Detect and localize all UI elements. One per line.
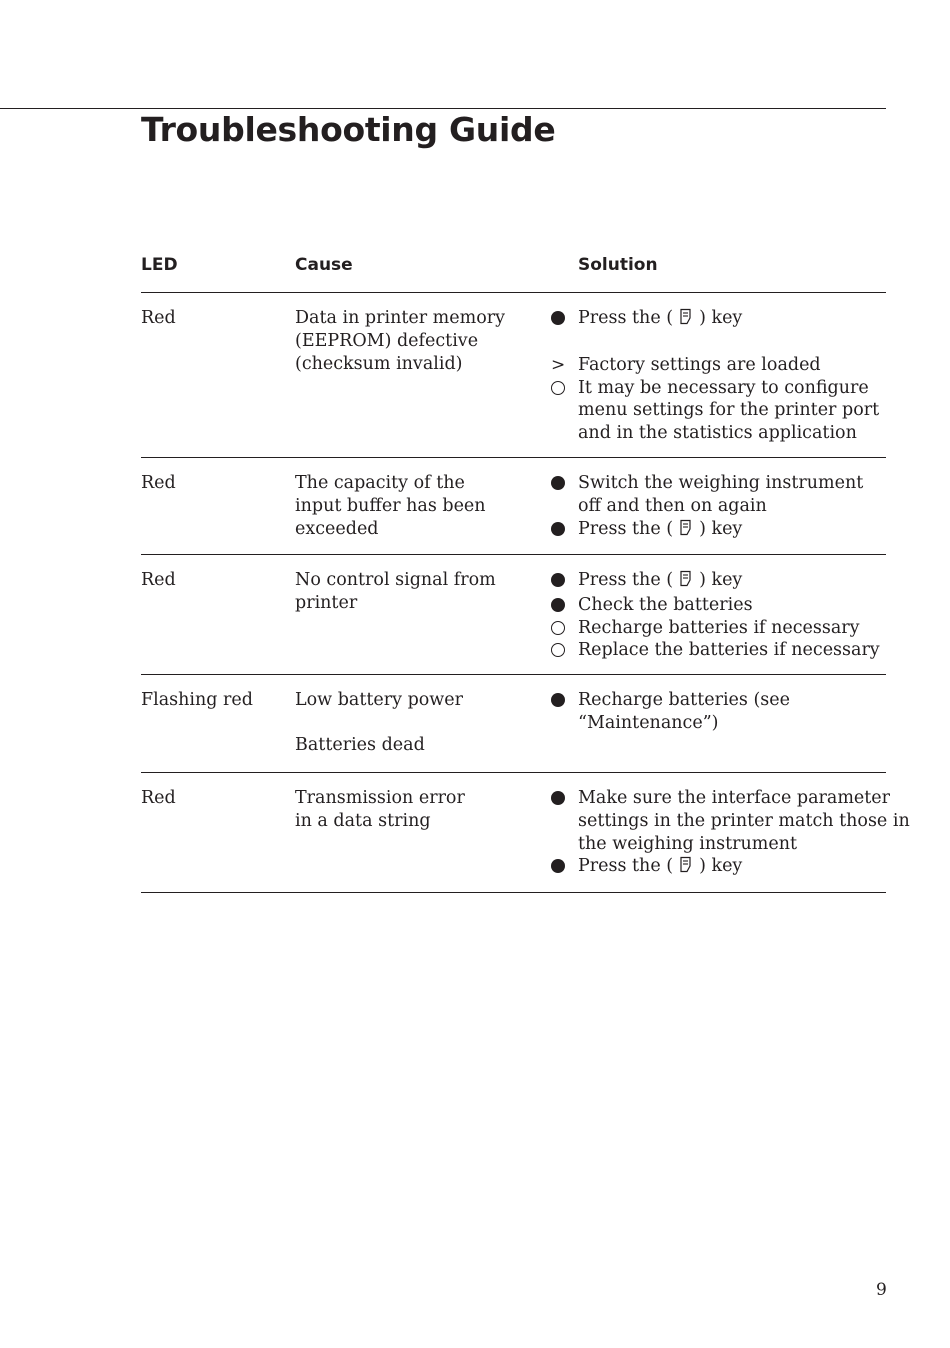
led-cell: Red bbox=[141, 570, 176, 590]
solution-text: the weighing instrument bbox=[578, 833, 798, 854]
solution-cell bbox=[551, 689, 891, 735]
solution-recharge bbox=[551, 617, 891, 640]
filled-circle-icon bbox=[551, 594, 571, 619]
press-key-text: Press the ( ) key bbox=[578, 308, 742, 328]
filled-circle-icon bbox=[551, 689, 571, 714]
header-led: LED bbox=[141, 255, 178, 275]
led-cell: Red bbox=[141, 308, 176, 328]
solution-replace bbox=[551, 639, 891, 662]
print-key-icon bbox=[679, 856, 693, 880]
table-row bbox=[141, 458, 886, 555]
solution-result bbox=[551, 354, 891, 377]
solution-check bbox=[551, 594, 891, 617]
solution-switch bbox=[551, 472, 891, 518]
solution-text: menu settings for the printer port bbox=[578, 400, 880, 421]
solution-note bbox=[551, 377, 891, 445]
open-circle-icon bbox=[551, 617, 571, 642]
solution-press bbox=[551, 307, 891, 332]
header-solution: Solution bbox=[578, 255, 658, 275]
solution-make-sure bbox=[551, 787, 910, 855]
cause-line: input buffer has been bbox=[295, 495, 486, 516]
solution-text: Make sure the interface parameter bbox=[578, 788, 891, 808]
cause-cell bbox=[295, 472, 535, 540]
press-key-text: Press the ( ) key bbox=[578, 519, 742, 539]
filled-circle-icon bbox=[551, 569, 571, 594]
solution-text: It may be necessary to configure bbox=[578, 377, 869, 398]
header-cause: Cause bbox=[295, 255, 353, 275]
cause-line: (checksum invalid) bbox=[295, 353, 463, 374]
solution-cell bbox=[551, 307, 891, 445]
cause-line: (EEPROM) defective bbox=[295, 330, 479, 351]
solution-text: Check the batteries bbox=[578, 594, 753, 615]
result-marker: > bbox=[551, 354, 566, 375]
filled-circle-icon bbox=[551, 307, 571, 332]
print-key-icon bbox=[679, 570, 693, 594]
filled-circle-icon bbox=[551, 472, 571, 497]
cause-line: Batteries dead bbox=[295, 734, 425, 755]
print-key-icon bbox=[679, 519, 693, 543]
table-row bbox=[141, 675, 886, 773]
led-cell: Flashing red bbox=[141, 690, 253, 710]
led-cell: Red bbox=[141, 788, 176, 808]
table-row bbox=[141, 293, 886, 458]
filled-circle-icon bbox=[551, 518, 571, 543]
cause-line: No control signal from bbox=[295, 570, 496, 590]
cause-line: Low battery power bbox=[295, 690, 464, 710]
solution-text: Recharge batteries if necessary bbox=[578, 617, 860, 638]
press-key-text: Press the ( ) key bbox=[578, 570, 742, 590]
cause-cell bbox=[295, 569, 535, 615]
solution-press bbox=[551, 569, 891, 594]
solution-text: off and then on again bbox=[578, 495, 767, 516]
cause-cell bbox=[295, 307, 535, 375]
solution-cell bbox=[551, 569, 891, 662]
solution-text: and in the statistics application bbox=[578, 423, 857, 444]
table-row bbox=[141, 555, 886, 675]
table-row bbox=[141, 773, 910, 893]
page-title: Troubleshooting Guide bbox=[141, 110, 556, 149]
solution-text: Replace the batteries if necessary bbox=[578, 640, 880, 661]
cause-cell bbox=[295, 787, 535, 833]
open-circle-icon bbox=[551, 639, 571, 664]
solution-recharge bbox=[551, 689, 891, 735]
solution-text: Recharge batteries (see bbox=[578, 690, 790, 710]
filled-circle-icon bbox=[551, 787, 571, 812]
cause-cell bbox=[295, 689, 535, 757]
press-key-text: Press the ( ) key bbox=[578, 856, 742, 876]
led-cell: Red bbox=[141, 473, 176, 493]
solution-text: Switch the weighing instrument bbox=[578, 473, 864, 493]
open-circle-icon bbox=[551, 377, 571, 402]
print-key-icon bbox=[679, 308, 693, 332]
table-header bbox=[141, 252, 886, 293]
cause-line: exceeded bbox=[295, 518, 379, 539]
solution-text: settings in the printer match those in bbox=[578, 810, 910, 831]
filled-circle-icon bbox=[551, 855, 571, 880]
top-rule bbox=[0, 108, 886, 109]
page-number: 9 bbox=[876, 1280, 887, 1300]
solution-text: Factory settings are loaded bbox=[578, 354, 821, 375]
solution-text: “Maintenance”) bbox=[578, 712, 719, 733]
cause-line: Data in printer memory bbox=[295, 308, 506, 328]
solution-cell bbox=[551, 787, 910, 880]
solution-press bbox=[551, 518, 891, 543]
troubleshooting-table bbox=[141, 252, 910, 893]
cause-line: in a data string bbox=[295, 810, 431, 831]
cause-line: Transmission error bbox=[295, 788, 465, 808]
solution-cell bbox=[551, 472, 891, 542]
solution-press bbox=[551, 855, 891, 880]
cause-line: printer bbox=[295, 592, 358, 613]
cause-line: The capacity of the bbox=[295, 473, 465, 493]
